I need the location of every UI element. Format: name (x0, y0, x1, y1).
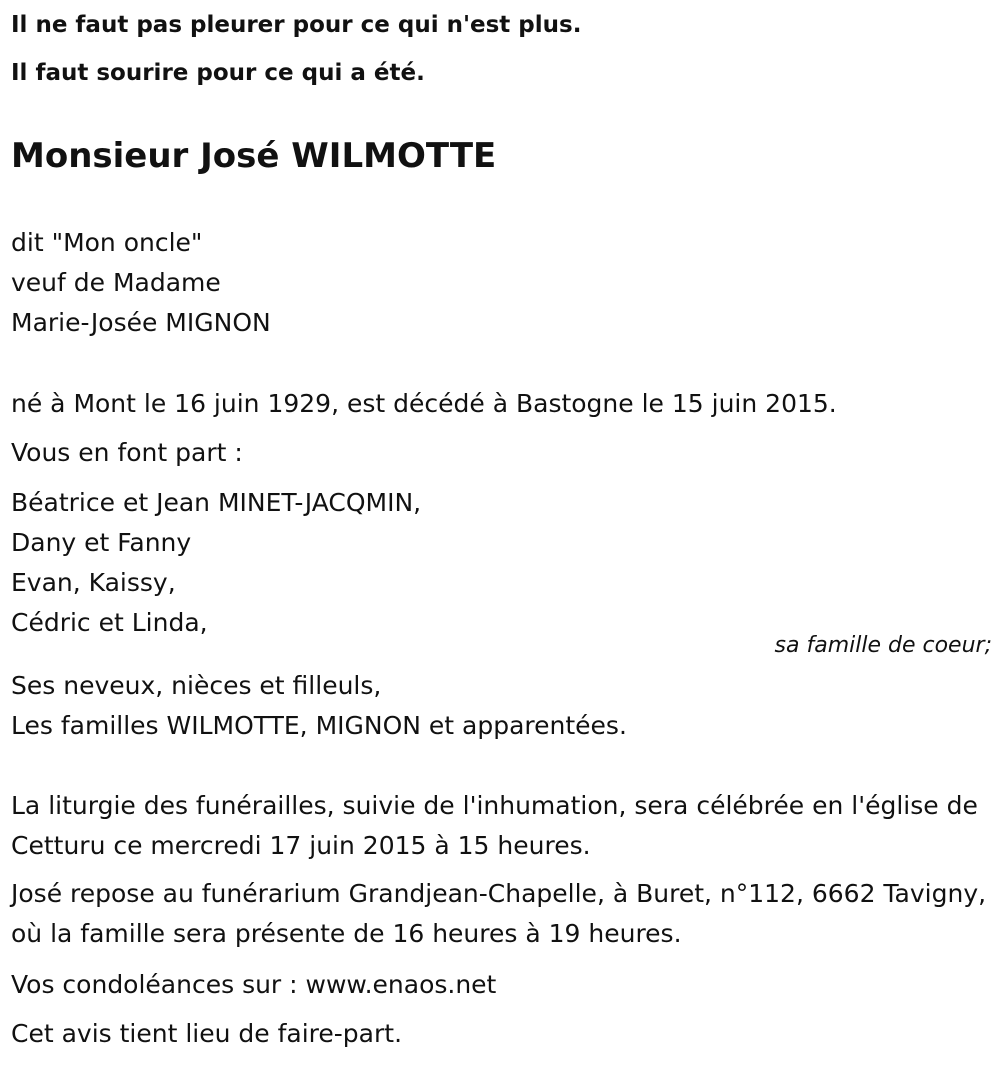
quote-line-2: Il faut sourire pour ce qui a été. (11, 60, 425, 86)
notice-line: Cet avis tient lieu de faire-part. (11, 1019, 403, 1048)
widow-line-1: veuf de Madame (11, 268, 221, 297)
announcement-intro: Vous en font part : (11, 438, 243, 467)
relatives-line: Les familles WILMOTTE, MIGNON et apparentées. (11, 711, 627, 740)
birth-death: né à Mont le 16 juin 1929, est décédé à Bastogne le 15 juin 2015. (11, 389, 837, 418)
liturgy-paragraph: La liturgie des funérailles, suivie de l'inhumation, sera célébrée en l'église de Cetturu ce mercredi 17 juin 2015 à 15 heures. (11, 791, 978, 860)
quote-line-1: Il ne faut pas pleurer pour ce qui n'est plus. (11, 12, 582, 38)
repose-paragraph: José repose au funérarium Grandjean-Chapelle, à Buret, n°112, 6662 Tavigny, où la famille sera présente de 16 heures à 19 heures. (11, 879, 987, 948)
family-label: sa famille de coeur; (774, 633, 992, 658)
family-line: Cédric et Linda, (11, 608, 208, 637)
family-line: Evan, Kaissy, (11, 568, 176, 597)
deceased-name: Monsieur José WILMOTTE (11, 136, 497, 176)
family-line: Dany et Fanny (11, 528, 192, 557)
family-line: Béatrice et Jean MINET-JACQMIN, (11, 488, 422, 517)
condolences-line: Vos condoléances sur : www.enaos.net (11, 970, 497, 999)
widow-line-2: Marie-Josée MIGNON (11, 308, 271, 337)
nickname: dit "Mon oncle" (11, 228, 203, 257)
relatives-line: Ses neveux, nièces et filleuls, (11, 671, 382, 700)
